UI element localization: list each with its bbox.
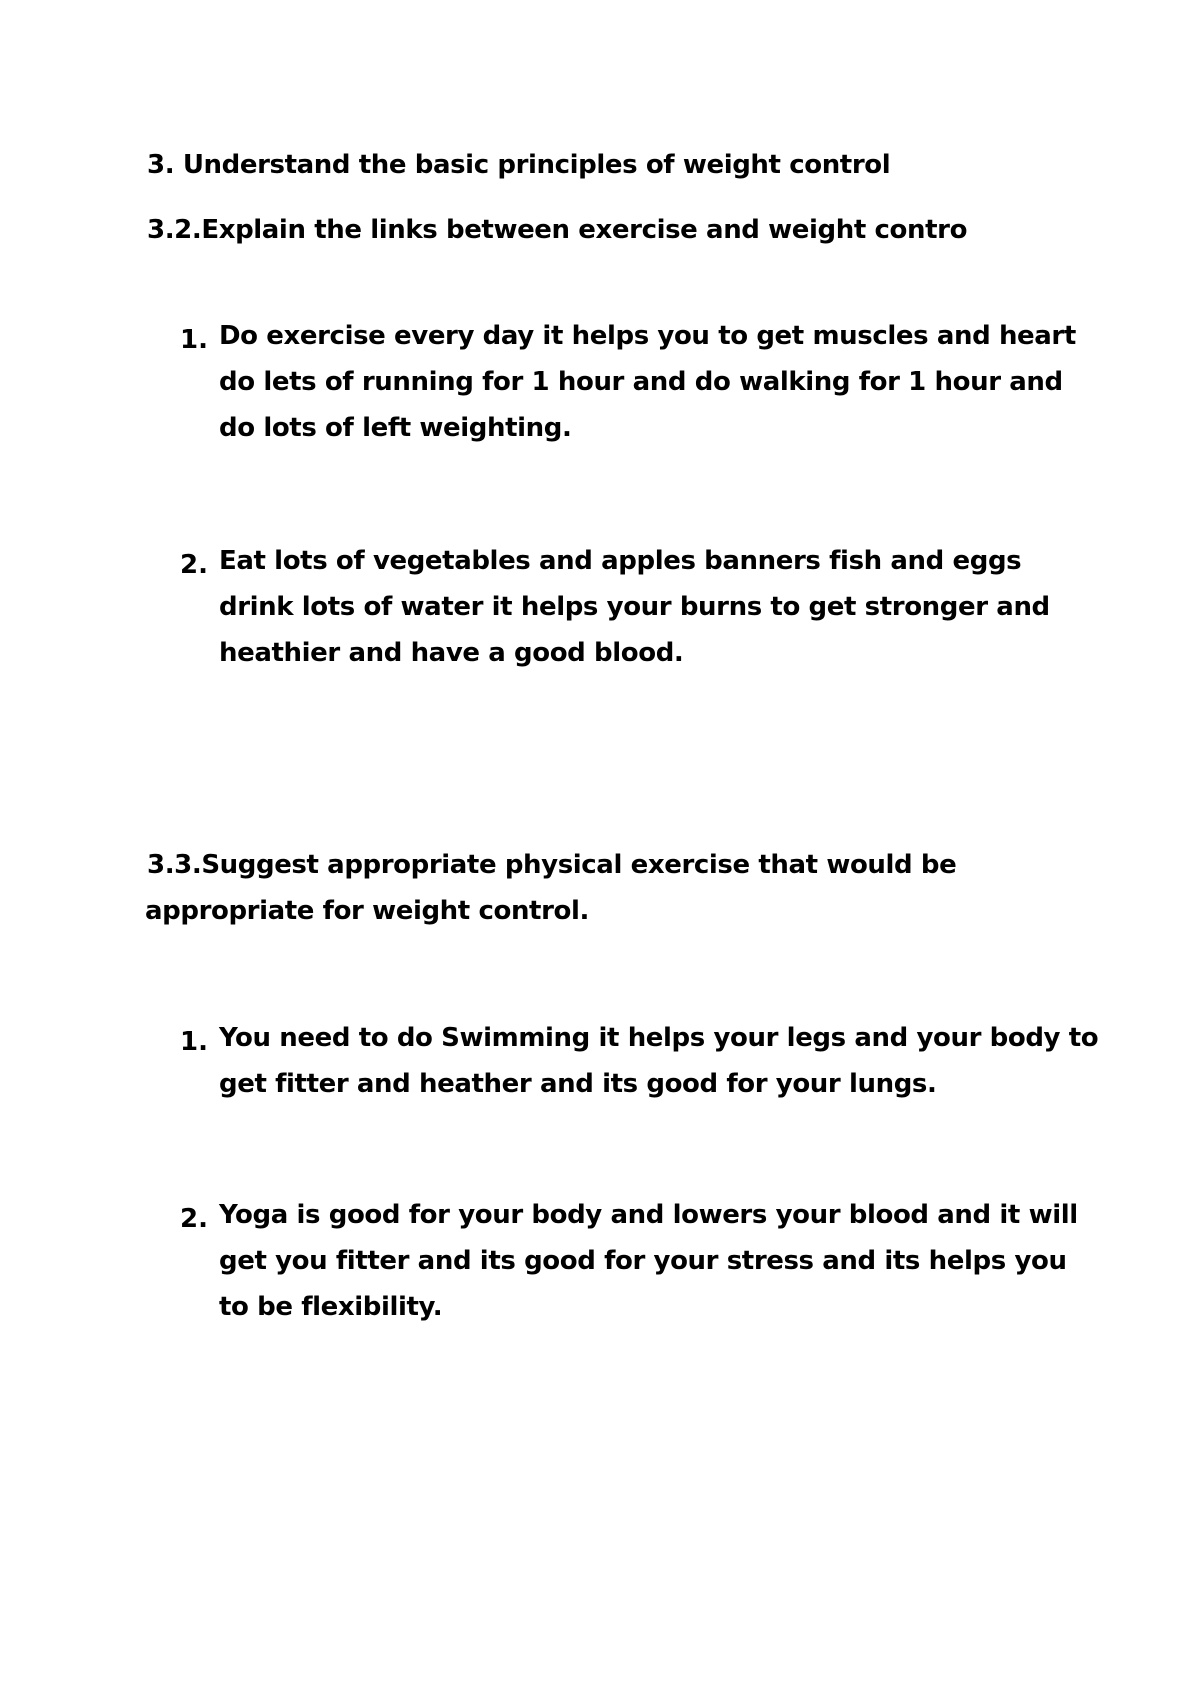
list-item-number: 2.: [180, 1204, 208, 1234]
list-item-number: 2.: [180, 550, 208, 580]
list-item-text: Yoga is good for your body and lowers your blood and it will get you fitter and its good for your stress and its helps you to be flexibility.: [219, 1200, 1078, 1322]
section-heading-3-2: 3.2.Explain the links between exercise and weight contro: [147, 215, 968, 245]
list-item-text: Do exercise every day it helps you to get muscles and heart do lets of running for 1 hour and do walking for 1 hour and do lots of left weighting.: [219, 321, 1076, 443]
list-item-number: 1.: [180, 1027, 208, 1057]
section-heading-3-3-continuation: appropriate for weight control.: [145, 896, 589, 926]
list-item-text: Eat lots of vegetables and apples banners fish and eggs drink lots of water it helps your burns to get stronger and heathier and have a good blood.: [219, 546, 1050, 668]
list-item-number: 1.: [180, 325, 208, 355]
list-item-text: You need to do Swimming it helps your legs and your body to get fitter and heather and its good for your lungs.: [219, 1023, 1099, 1099]
section-heading-3-3: 3.3.Suggest appropriate physical exercise that would be: [147, 850, 957, 880]
section-heading-3: 3. Understand the basic principles of weight control: [147, 150, 891, 180]
